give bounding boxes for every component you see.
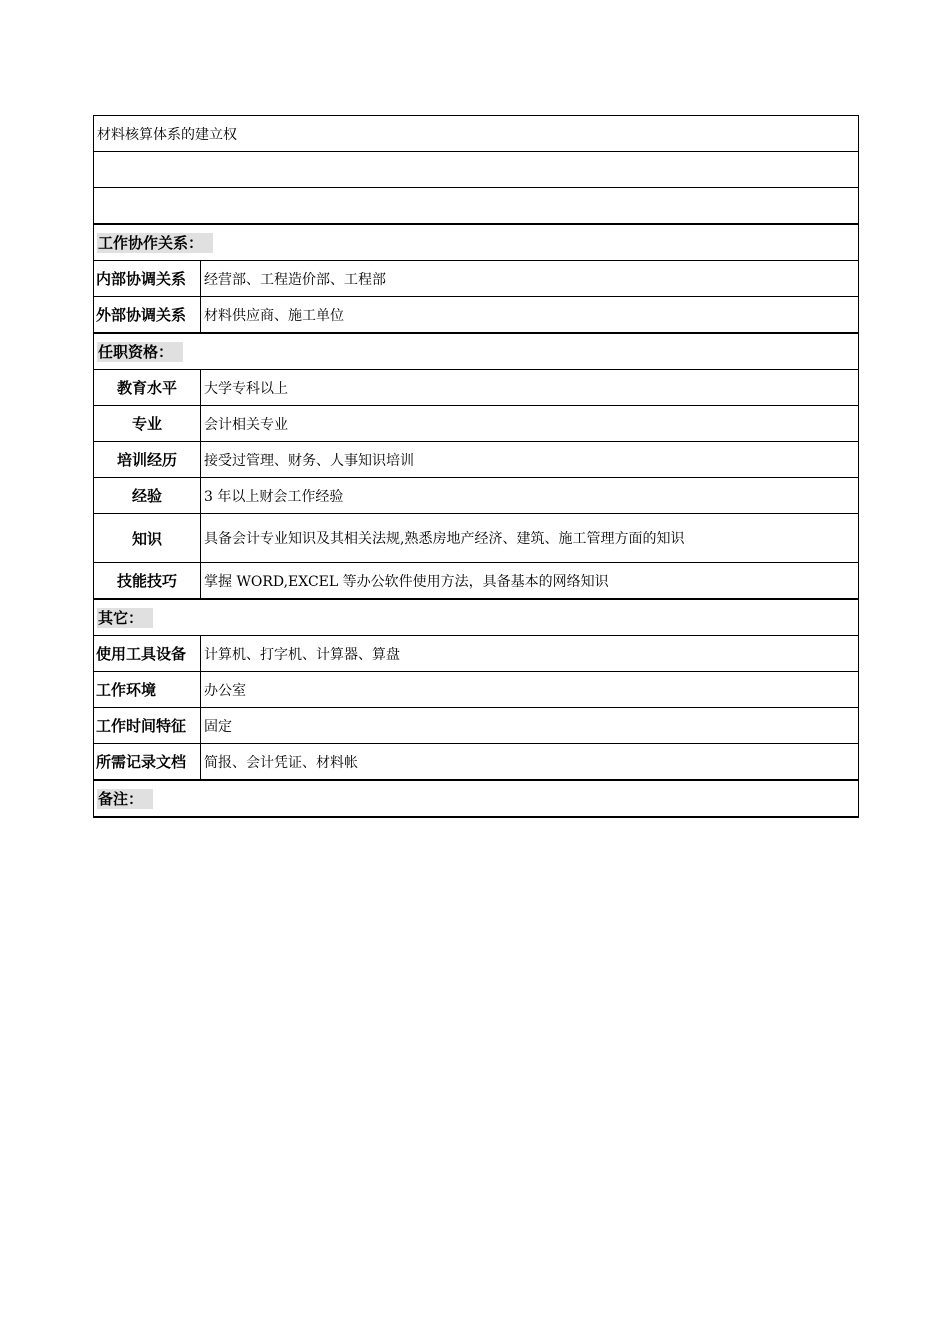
row-label: 外部协调关系 xyxy=(94,297,201,334)
section-title: 工作协作关系： xyxy=(97,233,213,253)
table-row xyxy=(94,297,859,334)
section-title: 任职资格： xyxy=(97,342,183,362)
section-header-qualifications xyxy=(94,333,859,370)
table-row xyxy=(94,514,859,563)
row-value: 办公室 xyxy=(201,672,859,708)
table-row xyxy=(94,406,859,442)
table-row xyxy=(94,442,859,478)
row-value: 经营部、工程造价部、工程部 xyxy=(201,261,859,297)
row-label: 内部协调关系 xyxy=(94,261,201,297)
row-label: 培训经历 xyxy=(94,442,201,478)
table-row xyxy=(94,152,859,188)
table-row xyxy=(94,636,859,672)
row-value: 具备会计专业知识及其相关法规,熟悉房地产经济、建筑、施工管理方面的知识 xyxy=(201,514,859,563)
table-row xyxy=(94,261,859,297)
job-description-table xyxy=(93,115,859,818)
authority-item xyxy=(94,152,859,188)
row-value: 接受过管理、财务、人事知识培训 xyxy=(201,442,859,478)
section-header-other xyxy=(94,599,859,636)
table-row xyxy=(94,563,859,600)
row-value: 会计相关专业 xyxy=(201,406,859,442)
authority-item: 材料核算体系的建立权 xyxy=(94,116,859,152)
row-value: 简报、会计凭证、材料帐 xyxy=(201,744,859,781)
row-value: 掌握 WORD,EXCEL 等办公软件使用方法，具备基本的网络知识 xyxy=(201,563,859,600)
row-value: 大学专科以上 xyxy=(201,370,859,406)
row-label: 使用工具设备 xyxy=(94,636,201,672)
table-row xyxy=(94,672,859,708)
row-label: 专业 xyxy=(94,406,201,442)
row-label: 工作时间特征 xyxy=(94,708,201,744)
section-header-remarks xyxy=(94,780,859,817)
table-row xyxy=(94,708,859,744)
authority-item xyxy=(94,188,859,225)
row-label: 所需记录文档 xyxy=(94,744,201,781)
table-row xyxy=(94,116,859,152)
row-label: 技能技巧 xyxy=(94,563,201,600)
table-row xyxy=(94,370,859,406)
row-label: 知识 xyxy=(94,514,201,563)
table-row xyxy=(94,478,859,514)
table-row xyxy=(94,744,859,781)
row-label: 经验 xyxy=(94,478,201,514)
row-value: 固定 xyxy=(201,708,859,744)
row-label: 教育水平 xyxy=(94,370,201,406)
row-value: 计算机、打字机、计算器、算盘 xyxy=(201,636,859,672)
row-value: 材料供应商、施工单位 xyxy=(201,297,859,334)
row-value: 3 年以上财会工作经验 xyxy=(201,478,859,514)
section-header-cooperation xyxy=(94,224,859,261)
row-label: 工作环境 xyxy=(94,672,201,708)
section-title: 其它： xyxy=(97,608,153,628)
table-row xyxy=(94,188,859,225)
section-title: 备注： xyxy=(97,789,153,809)
